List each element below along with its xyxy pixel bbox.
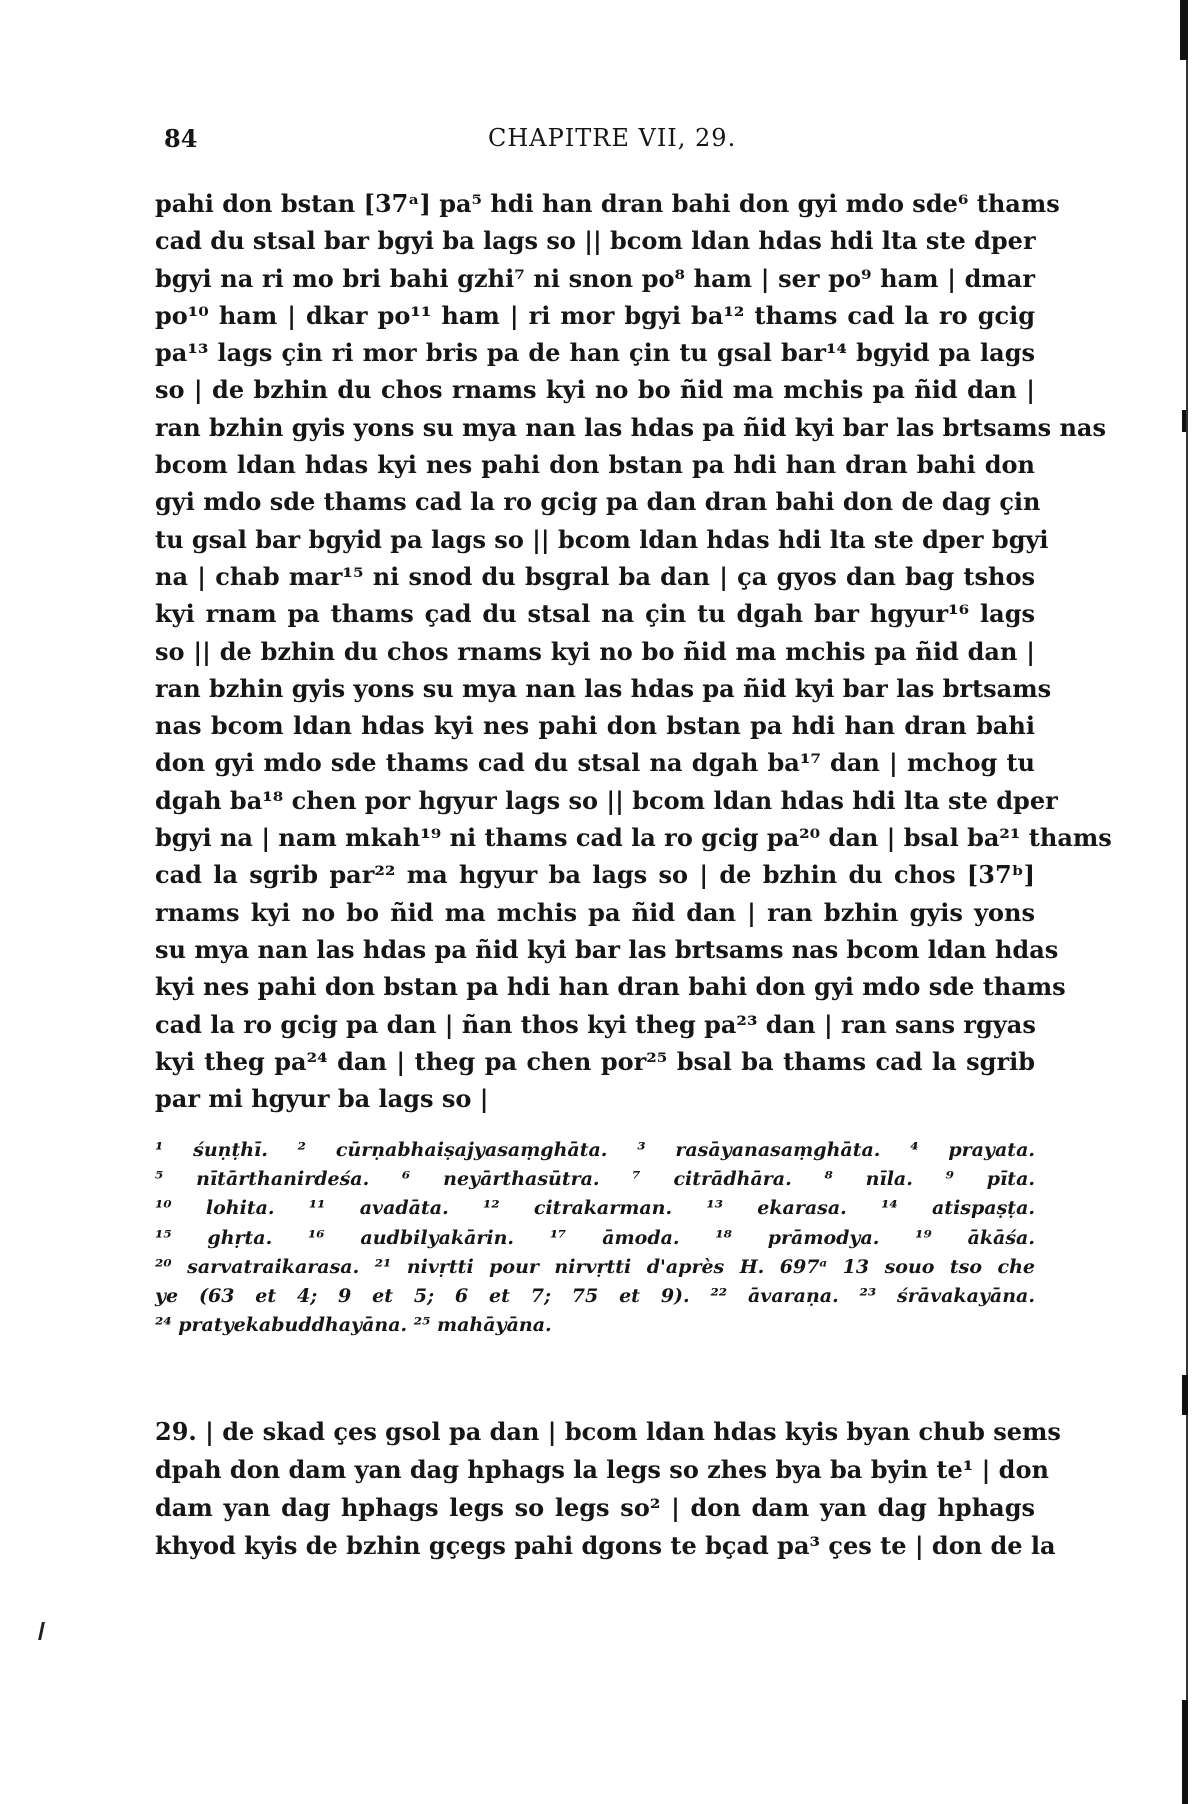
- scan-edge-bar-top: [1180, 0, 1188, 60]
- text-line: ran bzhin gyis yons su mya nan las hdas pa ñid kyi bar las brtsams: [155, 673, 1052, 703]
- text-line: par mi hgyur ba lags so |: [155, 1084, 489, 1114]
- text-line: kyi rnam pa thams çad du stsal na çin tu dgah bar hgyur¹⁶ lags: [155, 599, 1035, 629]
- text-line: cad la ro gcig pa dan | ñan thos kyi theg pa²³ dan | ran sans rgyas: [155, 1009, 1036, 1039]
- main-text-block: [155, 185, 1112, 1117]
- page-header: [160, 124, 1032, 158]
- text-line: gyi mdo sde thams cad la ro gcig pa dan dran bahi don de dag çin: [155, 487, 1041, 517]
- text-line: don gyi mdo sde thams cad du stsal na dgah ba¹⁷ dan | mchog tu: [155, 748, 1035, 778]
- text-line: ran bzhin gyis yons su mya nan las hdas pa ñid kyi bar las brtsams nas: [155, 412, 1106, 442]
- scan-edge-line: [1186, 60, 1188, 1804]
- text-line: po¹⁰ ham | dkar po¹¹ ham | ri mor bgyi ba¹² thams cad la ro gcig: [155, 300, 1035, 330]
- text-line: dgah ba¹⁸ chen por hgyur lags so || bcom ldan hdas hdi lta ste dper: [155, 785, 1058, 815]
- page-number: 84: [164, 124, 198, 153]
- text-line: cad du stsal bar bgyi ba lags so || bcom ldan hdas hdi lta ste dper: [155, 226, 1036, 256]
- text-line: bcom ldan hdas kyi nes pahi don bstan pa hdi han dran bahi don: [155, 450, 1035, 480]
- running-title: CHAPITRE VII, 29.: [488, 124, 737, 152]
- text-line: su mya nan las hdas pa ñid kyi bar las brtsams nas bcom ldan hdas: [155, 934, 1059, 964]
- text-line: bgyi na ri mo bri bahi gzhi⁷ ni snon po⁸ ham | ser po⁹ ham | dmar: [155, 263, 1035, 293]
- section-line: dam yan dag hphags legs so legs so² | don dam yan dag hphags: [155, 1493, 1035, 1522]
- footnote-line: ²⁴ pratyekabuddhayāna. ²⁵ mahāyāna.: [155, 1314, 552, 1337]
- scan-edge-mark-2: [1182, 1375, 1188, 1415]
- text-line: so || de bzhin du chos rnams kyi no bo ñid ma mchis pa ñid dan |: [155, 636, 1035, 666]
- stray-mark: [38, 1622, 45, 1640]
- text-line: nas bcom ldan hdas kyi nes pahi don bstan pa hdi han dran bahi: [155, 711, 1035, 741]
- section-line: khyod kyis de bzhin gçegs pahi dgons te bçad pa³ çes te | don de la: [155, 1531, 1056, 1560]
- text-line: na | chab mar¹⁵ ni snod du bsgral ba dan | ça gyos dan bag tshos: [155, 561, 1035, 591]
- footnotes-block: [155, 1136, 1035, 1340]
- section-29-text: [155, 1413, 1061, 1565]
- footnote-line: ²⁰ sarvatraikarasa. ²¹ nivṛtti pour nirvṛtti d'après H. 697ᵃ 13 souo tso che: [155, 1255, 1035, 1278]
- scan-edge-mark-1: [1182, 410, 1186, 432]
- text-line: so | de bzhin du chos rnams kyi no bo ñid ma mchis pa ñid dan |: [155, 375, 1035, 405]
- footnote-line: ye (63 et 4; 9 et 5; 6 et 7; 75 et 9). ²² āvaraṇa. ²³ śrāvakayāna.: [155, 1284, 1035, 1307]
- footnote-line: ¹ śuṇṭhī. ² cūrṇabhaiṣajyasaṃghāta. ³ rasāyanasaṃghāta. ⁴ prayata.: [155, 1139, 1035, 1161]
- text-line: kyi nes pahi don bstan pa hdi han dran bahi don gyi mdo sde thams: [155, 972, 1066, 1002]
- footnote-line: ¹⁵ ghṛta. ¹⁶ audbilyakārin. ¹⁷ āmoda. ¹⁸ prāmodya. ¹⁹ ākāśa.: [155, 1226, 1035, 1249]
- text-line: kyi theg pa²⁴ dan | theg pa chen por²⁵ bsal ba thams cad la sgrib: [155, 1046, 1035, 1076]
- scan-edge-bar-bottom: [1182, 1700, 1188, 1804]
- text-line: rnams kyi no bo ñid ma mchis pa ñid dan | ran bzhin gyis yons: [155, 897, 1035, 927]
- text-line: pahi don bstan [37ᵃ] pa⁵ hdi han dran bahi don gyi mdo sde⁶ thams: [155, 189, 1060, 218]
- text-line: bgyi na | nam mkah¹⁹ ni thams cad la ro gcig pa²⁰ dan | bsal ba²¹ thams: [155, 823, 1112, 853]
- footnote-line: ⁵ nītārthanirdeśa. ⁶ neyārthasūtra. ⁷ citrādhāra. ⁸ nīla. ⁹ pīta.: [155, 1168, 1035, 1191]
- text-line: tu gsal bar bgyid pa lags so || bcom ldan hdas hdi lta ste dper bgyi: [155, 524, 1049, 554]
- footnote-line: ¹⁰ lohita. ¹¹ avadāta. ¹² citrakarman. ¹³ ekarasa. ¹⁴ atispaṣṭa.: [155, 1197, 1035, 1220]
- section-line: 29. | de skad çes gsol pa dan | bcom ldan hdas kyis byan chub sems: [155, 1417, 1061, 1446]
- section-line: dpah don dam yan dag hphags la legs so zhes bya ba byin te¹ | don: [155, 1455, 1049, 1484]
- text-line: cad la sgrib par²² ma hgyur ba lags so | de bzhin du chos [37ᵇ]: [155, 860, 1035, 890]
- text-line: pa¹³ lags çin ri mor bris pa de han çin tu gsal bar¹⁴ bgyid pa lags: [155, 338, 1035, 368]
